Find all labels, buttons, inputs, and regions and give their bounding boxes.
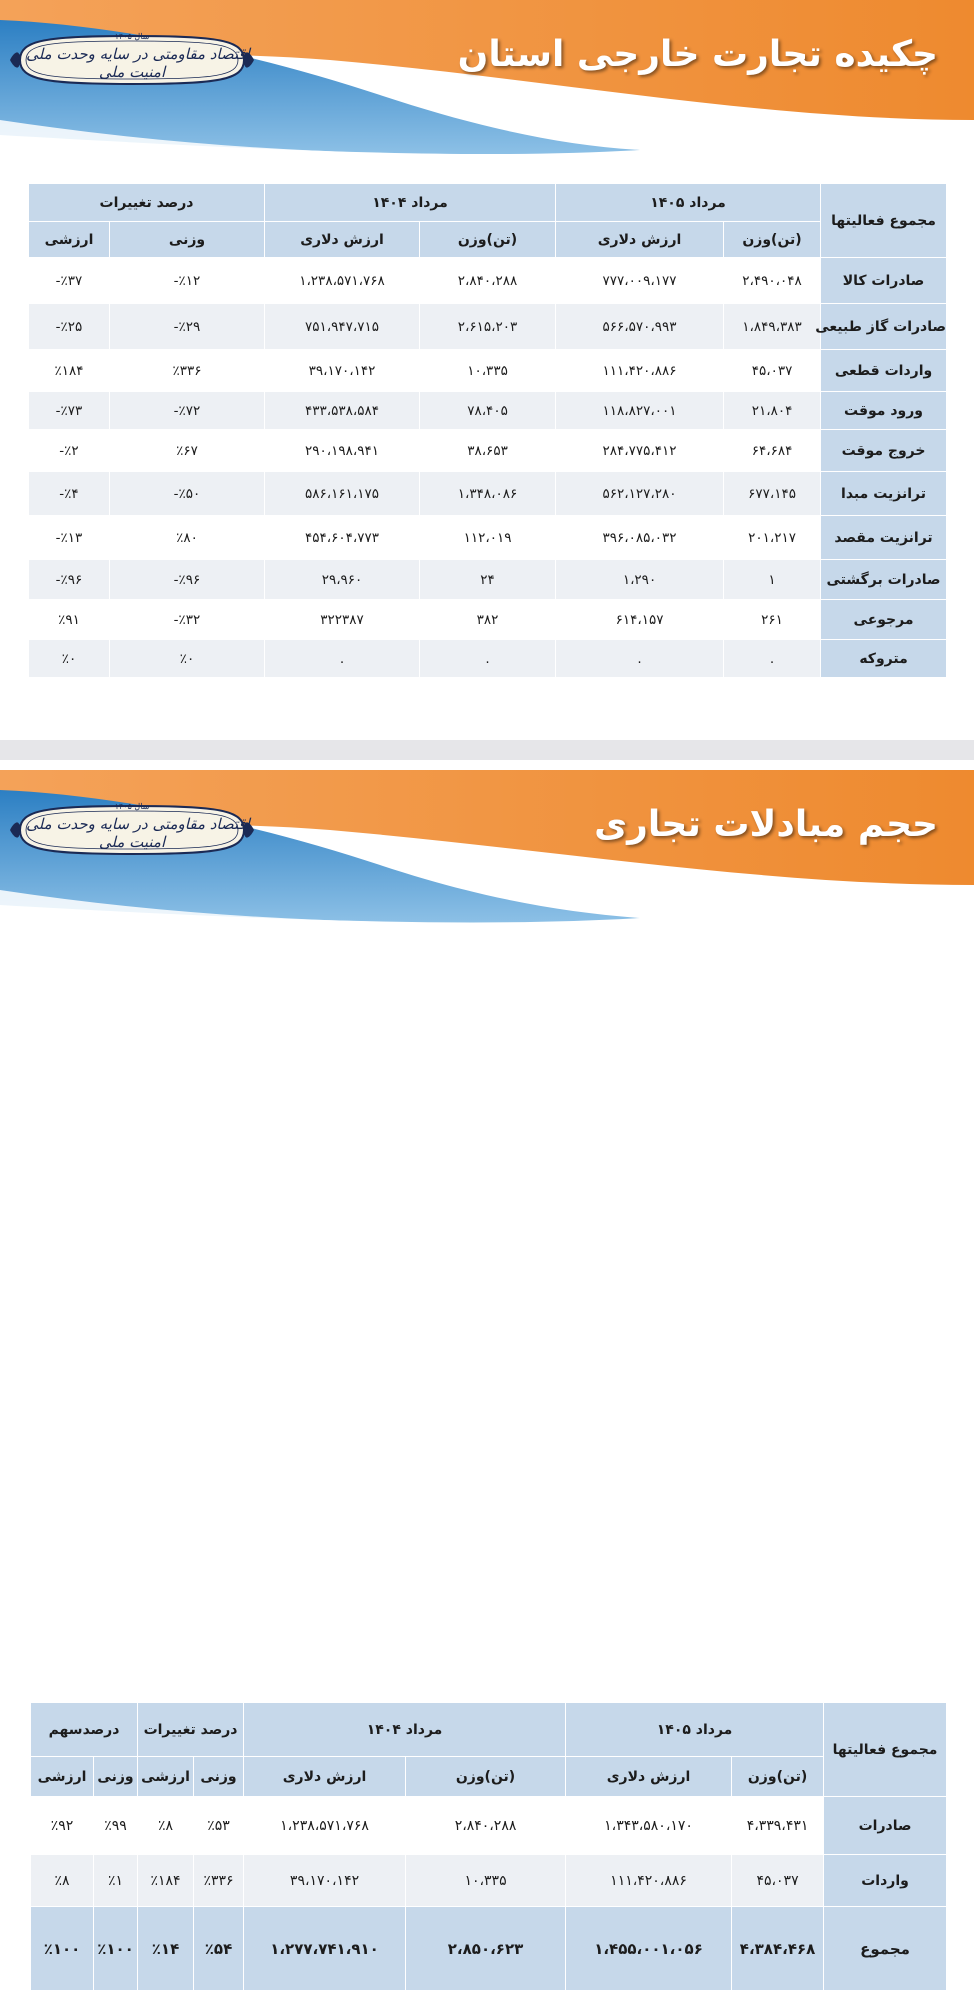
value-change: ٪۹۱ — [29, 600, 110, 640]
weight-1404-header: (تن)وزن — [420, 222, 556, 258]
foreign-trade-summary-panel — [0, 0, 974, 740]
table-row — [29, 640, 947, 678]
weight-1404: ۱۰،۳۳۵ — [406, 1855, 566, 1907]
weight-change: ٪۳۲- — [110, 600, 265, 640]
seal-year: سال ۱۴۰۵ — [114, 802, 150, 811]
weight-share-header: وزنی — [94, 1757, 138, 1797]
weight-1405: ۱،۸۴۹،۳۸۳ — [724, 304, 821, 350]
value-1404: ۴۳۳،۵۳۸،۵۸۴ — [265, 392, 420, 430]
weight-share: ٪۹۹ — [94, 1797, 138, 1855]
value-change: ٪۱۸۴ — [138, 1855, 194, 1907]
activity-name: خروج موقت — [821, 430, 947, 472]
value-1405: ۳۹۶،۰۸۵،۰۳۲ — [556, 516, 724, 560]
weight-change: ٪۰ — [110, 640, 265, 678]
weight-change: ٪۵۴ — [194, 1907, 244, 1991]
weight-1404-header: (تن)وزن — [406, 1757, 566, 1797]
weight-1405: ۲،۴۹۰،۰۴۸ — [724, 258, 821, 304]
weight-change: ٪۵۳ — [194, 1797, 244, 1855]
value-1405: . — [556, 640, 724, 678]
activity-name: مجموع — [824, 1907, 947, 1991]
seal-year: سال ۱۴۰۵ — [114, 32, 150, 41]
table-row — [29, 560, 947, 600]
value-1405: ۵۶۲،۱۲۷،۲۸۰ — [556, 472, 724, 516]
value-1405: ۵۶۶،۵۷۰،۹۹۳ — [556, 304, 724, 350]
value-1405: ۱،۳۴۳،۵۸۰،۱۷۰ — [566, 1797, 732, 1855]
change-percent-header: درصد تغییرات — [138, 1703, 244, 1757]
value-change: ٪۹۶- — [29, 560, 110, 600]
weight-1404: ۲،۸۵۰،۶۲۳ — [406, 1907, 566, 1991]
weight-1405: ۶۴،۶۸۴ — [724, 430, 821, 472]
seal-slogan: اقتصاد مقاومتی در سایه وحدت ملی و امنیت ملی — [14, 45, 250, 81]
value-change-header: ارزشی — [138, 1757, 194, 1797]
weight-1405: ۲۰۱،۲۱۷ — [724, 516, 821, 560]
weight-change: ٪۳۳۶ — [110, 350, 265, 392]
weight-1405-header: (تن)وزن — [724, 222, 821, 258]
value-1405: ۶۱۴،۱۵۷ — [556, 600, 724, 640]
weight-1404: ۳۸۲ — [420, 600, 556, 640]
slogan-seal — [6, 28, 258, 92]
activity-name: واردات — [824, 1855, 947, 1907]
weight-change: ٪۵۰- — [110, 472, 265, 516]
value-change: ٪۲۵- — [29, 304, 110, 350]
value-1404: ۱،۲۳۸،۵۷۱،۷۶۸ — [244, 1797, 406, 1855]
activity-name: ترانزیت مبدا — [821, 472, 947, 516]
value-share-header: ارزشی — [31, 1757, 94, 1797]
table-row — [29, 516, 947, 560]
weight-change: ٪۶۷ — [110, 430, 265, 472]
value-change: ٪۱۴ — [138, 1907, 194, 1991]
table-row — [29, 350, 947, 392]
value-1405: ۱۱۱،۴۲۰،۸۸۶ — [566, 1855, 732, 1907]
value-change: ٪۲- — [29, 430, 110, 472]
value-1404: ۵۸۶،۱۶۱،۱۷۵ — [265, 472, 420, 516]
value-1405: ۱،۲۹۰ — [556, 560, 724, 600]
weight-1404: ۲،۸۴۰،۲۸۸ — [406, 1797, 566, 1855]
weight-1404: ۲،۸۴۰،۲۸۸ — [420, 258, 556, 304]
weight-1405: ۴،۳۳۹،۴۳۱ — [732, 1797, 824, 1855]
activity-name: صادرات کالا — [821, 258, 947, 304]
panel-divider — [0, 740, 974, 760]
activity-name: صادرات — [824, 1797, 947, 1855]
weight-share: ٪۱ — [94, 1855, 138, 1907]
weight-change: ٪۷۲- — [110, 392, 265, 430]
period-1405-header: مرداد ۱۴۰۵ — [566, 1703, 824, 1757]
weight-change-header: وزنی — [194, 1757, 244, 1797]
value-1405: ۲۸۴،۷۷۵،۴۱۲ — [556, 430, 724, 472]
weight-1405-header: (تن)وزن — [732, 1757, 824, 1797]
weight-change: ٪۲۹- — [110, 304, 265, 350]
weight-change: ٪۹۶- — [110, 560, 265, 600]
table-row — [29, 392, 947, 430]
trade-volume-panel — [0, 760, 974, 1958]
weight-1405: ۴۵،۰۳۷ — [732, 1855, 824, 1907]
value-1404-header: ارزش دلاری — [265, 222, 420, 258]
value-share: ٪۸ — [31, 1855, 94, 1907]
weight-1405: ۶۷۷،۱۴۵ — [724, 472, 821, 516]
period-1404-header: مرداد ۱۴۰۴ — [265, 184, 556, 222]
table-row — [31, 1797, 947, 1855]
value-1404-header: ارزش دلاری — [244, 1757, 406, 1797]
value-change: ٪۰ — [29, 640, 110, 678]
weight-share: ٪۱۰۰ — [94, 1907, 138, 1991]
value-1404: ۴۵۴،۶۰۴،۷۷۳ — [265, 516, 420, 560]
share-percent-header: درصدسهم — [31, 1703, 138, 1757]
activity-name: متروکه — [821, 640, 947, 678]
page-title: حجم مبادلات تجاری — [594, 804, 938, 845]
activity-name: ترانزیت مقصد — [821, 516, 947, 560]
value-change: ٪۴- — [29, 472, 110, 516]
value-1404: . — [265, 640, 420, 678]
value-1405-header: ارزش دلاری — [566, 1757, 732, 1797]
value-share: ٪۱۰۰ — [31, 1907, 94, 1991]
value-change-header: ارزشی — [29, 222, 110, 258]
weight-change: ٪۸۰ — [110, 516, 265, 560]
weight-1405: ۲۱،۸۰۴ — [724, 392, 821, 430]
value-1405: ۱۱۱،۴۲۰،۸۸۶ — [556, 350, 724, 392]
weight-1404: ۱،۳۴۸،۰۸۶ — [420, 472, 556, 516]
weight-1404: ۷۸،۴۰۵ — [420, 392, 556, 430]
period-1404-header: مرداد ۱۴۰۴ — [244, 1703, 566, 1757]
value-1404: ۱،۲۷۷،۷۴۱،۹۱۰ — [244, 1907, 406, 1991]
table-row — [29, 600, 947, 640]
weight-1405: ۴۵،۰۳۷ — [724, 350, 821, 392]
activity-header: مجموع فعالیتها — [824, 1703, 947, 1797]
weight-1404: ۲،۶۱۵،۲۰۳ — [420, 304, 556, 350]
weight-1404: ۱۰،۳۳۵ — [420, 350, 556, 392]
table-row — [29, 472, 947, 516]
value-change: ٪۱۸۴ — [29, 350, 110, 392]
activity-name: صادرات برگشتی — [821, 560, 947, 600]
value-1405: ۱،۴۵۵،۰۰۱،۰۵۶ — [566, 1907, 732, 1991]
value-1404: ۷۵۱،۹۴۷،۷۱۵ — [265, 304, 420, 350]
value-1404: ۳۹،۱۷۰،۱۴۲ — [244, 1855, 406, 1907]
value-change: ٪۷۳- — [29, 392, 110, 430]
weight-change-header: وزنی — [110, 222, 265, 258]
weight-1405: ۲۶۱ — [724, 600, 821, 640]
weight-change: ٪۳۳۶ — [194, 1855, 244, 1907]
value-1404: ۱،۲۳۸،۵۷۱،۷۶۸ — [265, 258, 420, 304]
weight-1405: ۴،۳۸۴،۴۶۸ — [732, 1907, 824, 1991]
weight-1404: ۱۱۲،۰۱۹ — [420, 516, 556, 560]
trade-volume-table — [30, 1702, 947, 1991]
page-title: چکیده تجارت خارجی استان — [457, 34, 938, 75]
total-row — [31, 1907, 947, 1991]
table-row — [29, 304, 947, 350]
trade-summary-table — [28, 183, 947, 678]
value-1404: ۳۲۲۳۸۷ — [265, 600, 420, 640]
activity-name: صادرات گاز طبیعی — [821, 304, 947, 350]
slogan-seal — [6, 798, 258, 862]
value-1404: ۳۹،۱۷۰،۱۴۲ — [265, 350, 420, 392]
value-1405: ۷۷۷،۰۰۹،۱۷۷ — [556, 258, 724, 304]
activity-name: ورود موقت — [821, 392, 947, 430]
weight-1405: ۱ — [724, 560, 821, 600]
activity-name: واردات قطعی — [821, 350, 947, 392]
value-change: ٪۱۳- — [29, 516, 110, 560]
period-1405-header: مرداد ۱۴۰۵ — [556, 184, 821, 222]
value-1404: ۲۹،۹۶۰ — [265, 560, 420, 600]
value-1405-header: ارزش دلاری — [556, 222, 724, 258]
value-1404: ۲۹۰،۱۹۸،۹۴۱ — [265, 430, 420, 472]
table-row — [31, 1855, 947, 1907]
weight-1404: ۳۸،۶۵۳ — [420, 430, 556, 472]
change-percent-header: درصد تغییرات — [29, 184, 265, 222]
activity-name: مرجوعی — [821, 600, 947, 640]
value-change: ٪۳۷- — [29, 258, 110, 304]
weight-1404: ۲۴ — [420, 560, 556, 600]
activity-header: مجموع فعالیتها — [821, 184, 947, 258]
value-share: ٪۹۲ — [31, 1797, 94, 1855]
weight-1405: . — [724, 640, 821, 678]
seal-slogan: اقتصاد مقاومتی در سایه وحدت ملی و امنیت ملی — [14, 815, 250, 851]
table-row — [29, 258, 947, 304]
table-row — [29, 430, 947, 472]
value-change: ٪۸ — [138, 1797, 194, 1855]
value-1405: ۱۱۸،۸۲۷،۰۰۱ — [556, 392, 724, 430]
weight-1404: . — [420, 640, 556, 678]
weight-change: ٪۱۲- — [110, 258, 265, 304]
